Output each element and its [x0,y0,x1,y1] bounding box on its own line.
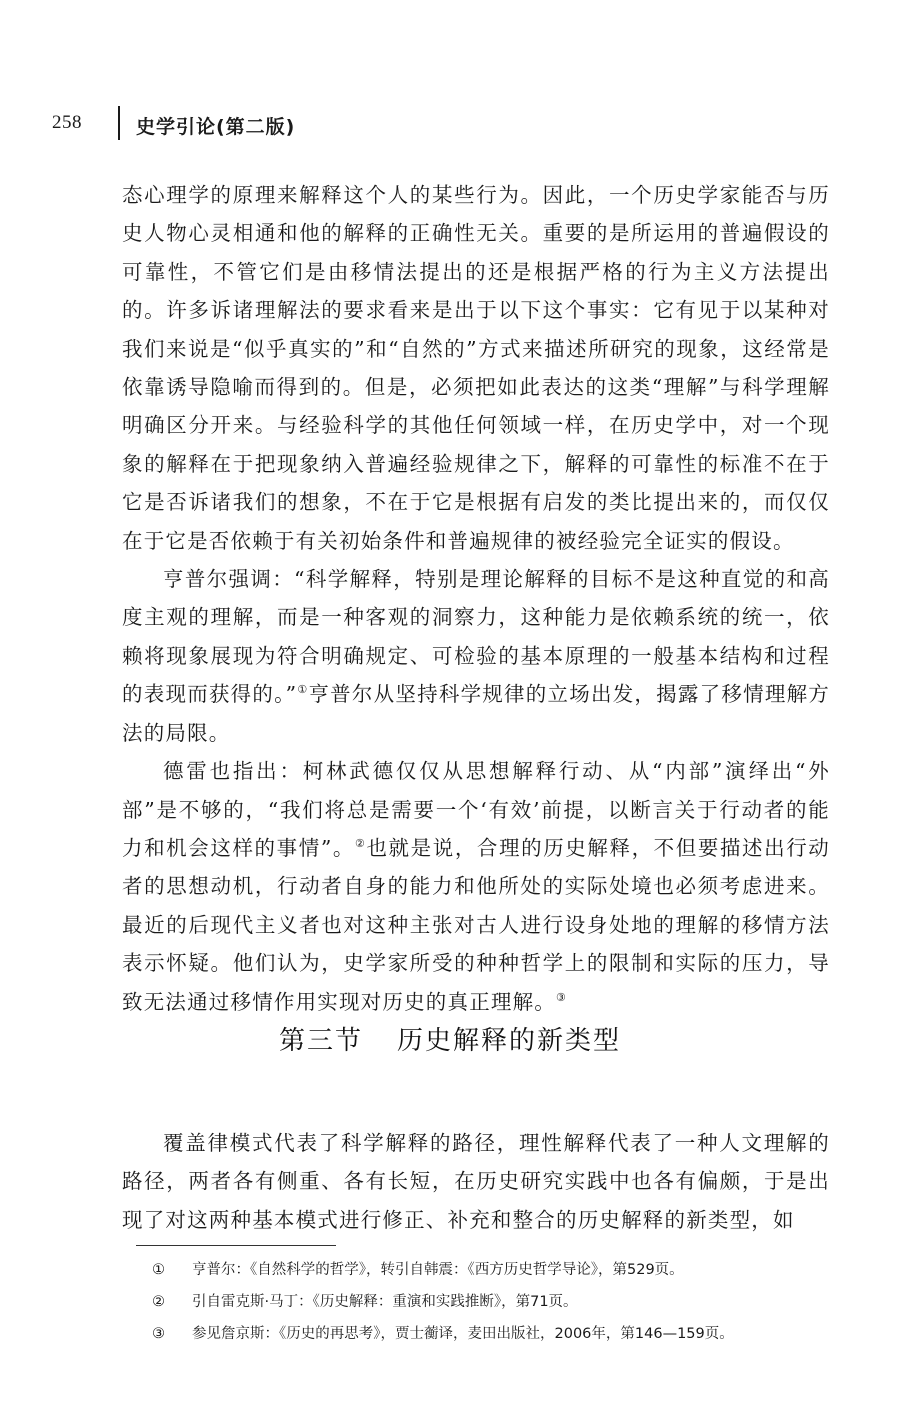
footnote-mark: ② [152,1294,165,1310]
page-number: 258 [52,112,82,133]
footnote-mark: ③ [152,1326,165,1342]
paragraph [122,176,830,560]
footnote [152,1286,832,1318]
footnotes [152,1254,832,1350]
footnote-ref[interactable]: ③ [556,990,568,1004]
footnote-ref[interactable]: ② [355,837,367,851]
body-text-bottom [122,1124,830,1239]
footnote-text: 引自雷克斯·马丁：《历史解释：重演和实践推断》，第71页。 [192,1294,578,1310]
footnote-text: 亨普尔：《自然科学的哲学》，转引自韩震：《西方历史哲学导论》，第529页。 [192,1262,684,1278]
footnote [152,1318,832,1350]
footnote-ref[interactable]: ① [297,683,309,697]
section-title: 历史解释的新类型 [397,1026,622,1056]
running-title: 史学引论(第二版) [136,116,296,138]
paragraph-text: 亨普尔从坚持科学规律的立场出发，揭露了移情理解方法的局限。 [122,682,830,745]
paragraph-text: 覆盖律模式代表了科学解释的路径，理性解释代表了一种人文理解的路径，两者各有侧重、各有长短，在历史研究实践中也各有偏颇，于是出现了对这两种基本模式进行修正、补充和整合的历史解释的新类型，如 [122,1131,830,1232]
section-heading [0,1020,900,1057]
page-header [0,100,900,140]
footnote-divider [136,1245,336,1246]
paragraph-text: 态心理学的原理来解释这个人的某些行为。因此，一个历史学家能否与历史人物心灵相通和他的解释的正确性无关。重要的是所运用的普遍假设的可靠性，不管它们是由移情法提出的还是根据严格的行为主义方法提出的。许多诉诸理解法的要求看来是出于以下这个事实：它有见于以某种对我们来说是“似乎真实的”和“自然的”方式来描述所研究的现象，这经常是依靠诱导隐喻而得到的。但是，必须把如此表达的这类“理解”与科学理解明确区分开来。与经验科学的其他任何领域一样，在历史学中，对一个现象的解释在于把现象纳入普遍经验规律之下，解释的可靠性的标准不在于它是否诉诸我们的想象，不在于它是根据有启发的类比提出来的，而仅仅在于它是否依赖于有关初始条件和普遍规律的被经验完全证实的假设。 [122,183,830,553]
paragraph-text: 德雷也指出：柯林武德仅仅从思想解释行动、从“内部”演绎出“外部”是不够的，“我们将总是需要一个‘有效’前提，以断言关于行动者的能力和机会这样的事情”。 [122,759,830,860]
paragraph [122,752,830,1021]
body-text-top [122,176,830,1021]
paragraph [122,560,830,752]
footnote-mark: ① [152,1262,165,1278]
paragraph-text: 亨普尔强调：“科学解释，特别是理论解释的目标不是这种直觉的和高度主观的理解，而是一种客观的洞察力，这种能力是依赖系统的统一，依赖将现象展现为符合明确规定、可检验的基本原理的一般基本结构和过程的表现而获得的。” [122,567,830,707]
footnote-text: 参见詹京斯：《历史的再思考》，贾士蘅译，麦田出版社，2006年，第146—159页。 [192,1326,734,1342]
paragraph-text: 也就是说，合理的历史解释，不但要描述出行动者的思想动机，行动者自身的能力和他所处的实际处境也必须考虑进来。最近的后现代主义者也对这种主张对古人进行设身处地的理解的移情方法表示怀疑。他们认为，史学家所受的种种哲学上的限制和实际的压力，导致无法通过移情作用实现对历史的真正理解。 [122,835,831,1014]
footnote [152,1254,832,1286]
section-number: 第三节 [278,1026,363,1056]
header-divider [118,106,120,140]
paragraph [122,1124,830,1239]
